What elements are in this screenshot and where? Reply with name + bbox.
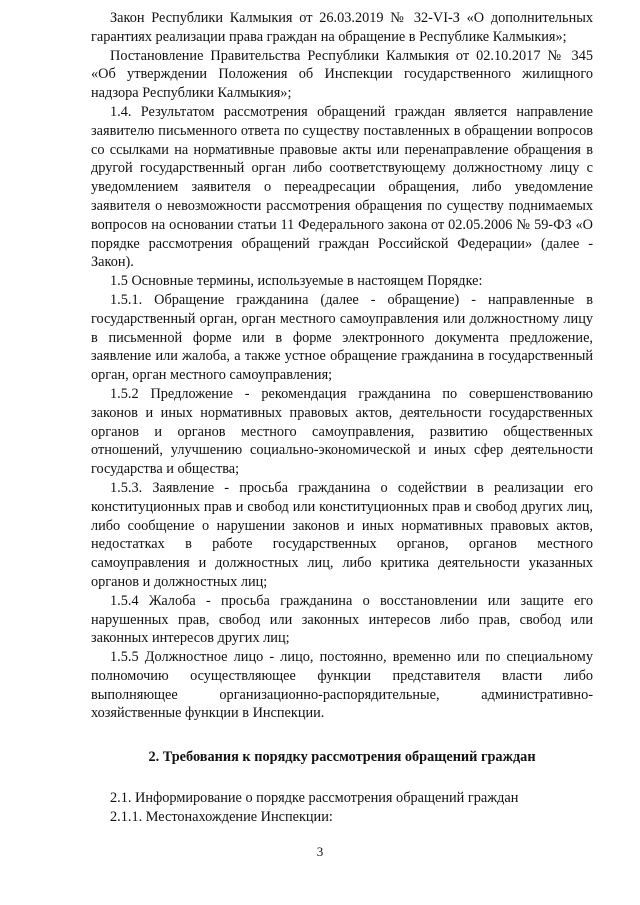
paragraph-1-5-4-complaint: 1.5.4 Жалоба - просьба гражданина о восстановлении или защите его нарушенных прав, свобод или законных интересов либо прав, свобод или законных интересов других лиц; [91, 592, 593, 647]
section-heading: 2. Требования к порядку рассмотрения обращений граждан [148, 749, 536, 766]
paragraph-1-5-3-statement: 1.5.3. Заявление - просьба гражданина о содействии в реализации его конституционных прав и свобод или конституционных прав и свобод других лиц, либо сообщение о нарушении законов и иных нормативных правовых актов, недостатках в работе государственных органов, органов местного самоуправления и должностных лиц, либо критика деятельности указанных органов и должностных лиц; [91, 479, 593, 590]
paragraph-2-1-informing: 2.1. Информирование о порядке рассмотрения обращений граждан [110, 790, 519, 807]
paragraph-1-5-1-appeal: 1.5.1. Обращение гражданина (далее - обращение) - направленные в государственный орган, орган местного самоуправления или должностному лицу в письменной форме или в форме электронного документа предложение, заявление или жалоба, а также устное обращение гражданина в государственный орган, орган местного самоуправления; [91, 291, 593, 384]
paragraph-law-kalmykia: Закон Республики Калмыкия от 26.03.2019 № 32-VI-З «О дополнительных гарантиях реализации права граждан на обращение в Республике Калмыкия»; [91, 10, 593, 45]
paragraph-1-5-2-proposal: 1.5.2 Предложение - рекомендация гражданина по совершенствованию законов и иных нормативных правовых актов, деятельности государственных органов и органов местного самоуправления, развитию общественных отношений, улучшению социально-экономической и иных сфер деятельности государства и общества; [91, 385, 593, 478]
paragraph-1-5-5-official: 1.5.5 Должностное лицо - лицо, постоянно, временно или по специальному полномочию осуществляющее функции представителя власти либо выполняющее организационно-распорядительные, административно-хозяйственные функции в Инспекции. [91, 649, 593, 722]
paragraph-1-4-result: 1.4. Результатом рассмотрения обращений граждан является направление заявителю письменного ответа по существу поставленных в обращении вопросов со ссылками на нормативные правовые акты или перенаправление обращения в другой государственный орган либо соответствующему должностному лицу с уведомлением заявителя о переадресации обращения, либо уведомление заявителя о невозможности рассмотрения обращения по существу поднимаемых вопросов на основании статьи 11 Федерального закона от 02.05.2006 № 59-ФЗ «О порядке рассмотрения обращений граждан Российской Федерации» (далее - Закон). [91, 103, 593, 271]
page-number: 3 [316, 844, 324, 859]
document-body [91, 9, 593, 827]
paragraph-1-5-terms: 1.5 Основные термины, используемые в настоящем Порядке: [110, 273, 483, 290]
paragraph-2-1-1-location: 2.1.1. Местонахождение Инспекции: [110, 808, 333, 825]
paragraph-government-resolution: Постановление Правительства Республики Калмыкия от 02.10.2017 № 345 «Об утверждении Положения об Инспекции государственного жилищного надзора Республики Калмыкия»; [91, 47, 593, 102]
